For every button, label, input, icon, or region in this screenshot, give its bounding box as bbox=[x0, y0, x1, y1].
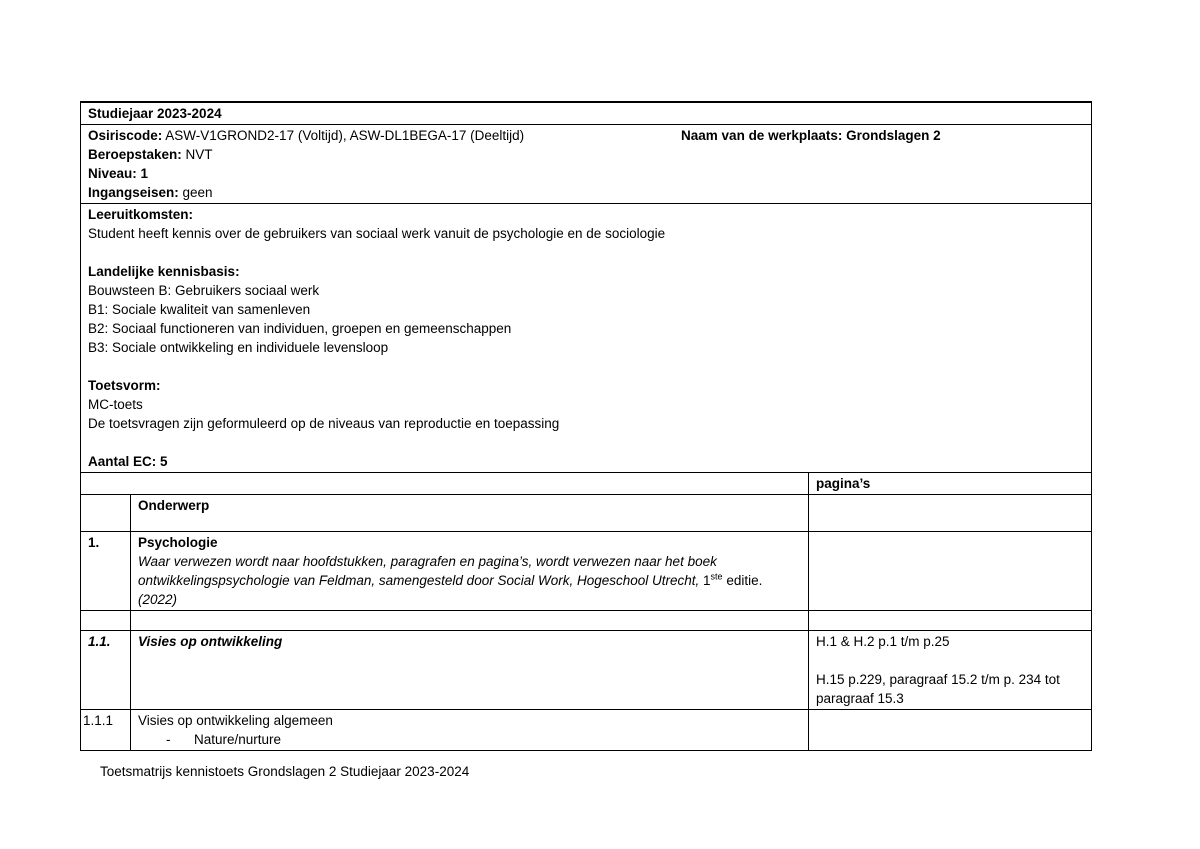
paginas-header-row bbox=[81, 473, 1092, 495]
spacer-row bbox=[81, 611, 1092, 631]
row-subject bbox=[131, 710, 809, 751]
header-info-cell bbox=[81, 125, 1092, 204]
row-title: Psychologie bbox=[138, 535, 218, 550]
content-cell bbox=[81, 204, 1092, 473]
header-row-studiejaar bbox=[81, 102, 1092, 125]
header-info-row bbox=[81, 125, 1092, 204]
content-row bbox=[81, 204, 1092, 473]
row-pages: H.1 & H.2 p.1 t/m p.25 H.15 p.229, paragraaf 15.2 t/m p. 234 tot paragraaf 15.3 bbox=[809, 631, 1092, 710]
beroepstaken-label: Beroepstaken: bbox=[88, 147, 182, 162]
osiris-label: Osiriscode: bbox=[88, 128, 163, 143]
table-row bbox=[81, 532, 1092, 611]
toetsvorm-label: Toetsvorm: bbox=[88, 378, 161, 393]
kennisbasis-label: Landelijke kennisbasis: bbox=[88, 264, 240, 279]
kennisbasis-item: Bouwsteen B: Gebruikers sociaal werk bbox=[88, 283, 320, 298]
kennisbasis-item: B3: Sociale ontwikkeling en individuele levensloop bbox=[88, 340, 389, 355]
document-page bbox=[80, 101, 1091, 751]
toetsmatrijs-table bbox=[80, 101, 1092, 751]
row-year: (2022) bbox=[138, 592, 178, 607]
row-number: 1.1. bbox=[81, 631, 131, 710]
kennisbasis-item: B1: Sociale kwaliteit van samenleven bbox=[88, 302, 311, 317]
leeruitkomsten-label: Leeruitkomsten: bbox=[88, 207, 194, 222]
table-row bbox=[81, 631, 1092, 710]
aantal-ec: Aantal EC: 5 bbox=[88, 454, 168, 469]
page-footer: Toetsmatrijs kennistoets Grondslagen 2 Studiejaar 2023-2024 bbox=[100, 764, 470, 779]
leeruitkomsten-text: Student heeft kennis over de gebruikers van sociaal werk vanuit de psychologie en de sociologie bbox=[88, 226, 666, 241]
ingangseisen-value: geen bbox=[178, 185, 213, 200]
row-title: Visies op ontwikkeling algemeen bbox=[138, 713, 333, 728]
row-number: 1. bbox=[81, 532, 131, 611]
toetsvorm-item: De toetsvragen zijn geformuleerd op de niveaus van reproductie en toepassing bbox=[88, 416, 560, 431]
list-item: - Nature/nurture bbox=[138, 730, 802, 749]
kennisbasis-item: B2: Sociaal functioneren van individuen, groepen en gemeenschappen bbox=[88, 321, 512, 336]
niveau: Niveau: 1 bbox=[88, 166, 149, 181]
row-subject: Psychologie Waar verwezen wordt naar hoofdstukken, paragrafen en pagina’s, wordt verwezen naar het boek ontwikkelingspsychologie van Feldman, samengesteld door Social Work, Hogeschool Utrecht, 1ste editie. (2022) bbox=[131, 532, 809, 611]
ingangseisen-label: Ingangseisen: bbox=[88, 185, 179, 200]
table-row bbox=[81, 710, 1092, 751]
studiejaar: Studiejaar 2023-2024 bbox=[81, 102, 1092, 125]
paginas-header: pagina’s bbox=[809, 473, 1092, 495]
beroepstaken-value: NVT bbox=[181, 147, 213, 162]
werkplaats: Naam van de werkplaats: Grondslagen 2 bbox=[681, 128, 941, 143]
osiris-value: ASW-V1GROND2-17 (Voltijd), ASW-DL1BEGA-17 (Deeltijd) bbox=[162, 128, 525, 143]
row-number: 1.1.1 bbox=[81, 710, 131, 751]
row-description: Waar verwezen wordt naar hoofdstukken, paragrafen en pagina’s, wordt verwezen naar het boek ontwikkelingspsychologie van Feldman, samengesteld door Social Work, Hogeschool Utrecht, bbox=[138, 554, 717, 588]
onderwerp-header-row bbox=[81, 495, 1092, 532]
toetsvorm-item: MC-toets bbox=[88, 397, 143, 412]
row-title: Visies op ontwikkeling bbox=[131, 631, 809, 710]
onderwerp-header: Onderwerp bbox=[131, 495, 809, 532]
